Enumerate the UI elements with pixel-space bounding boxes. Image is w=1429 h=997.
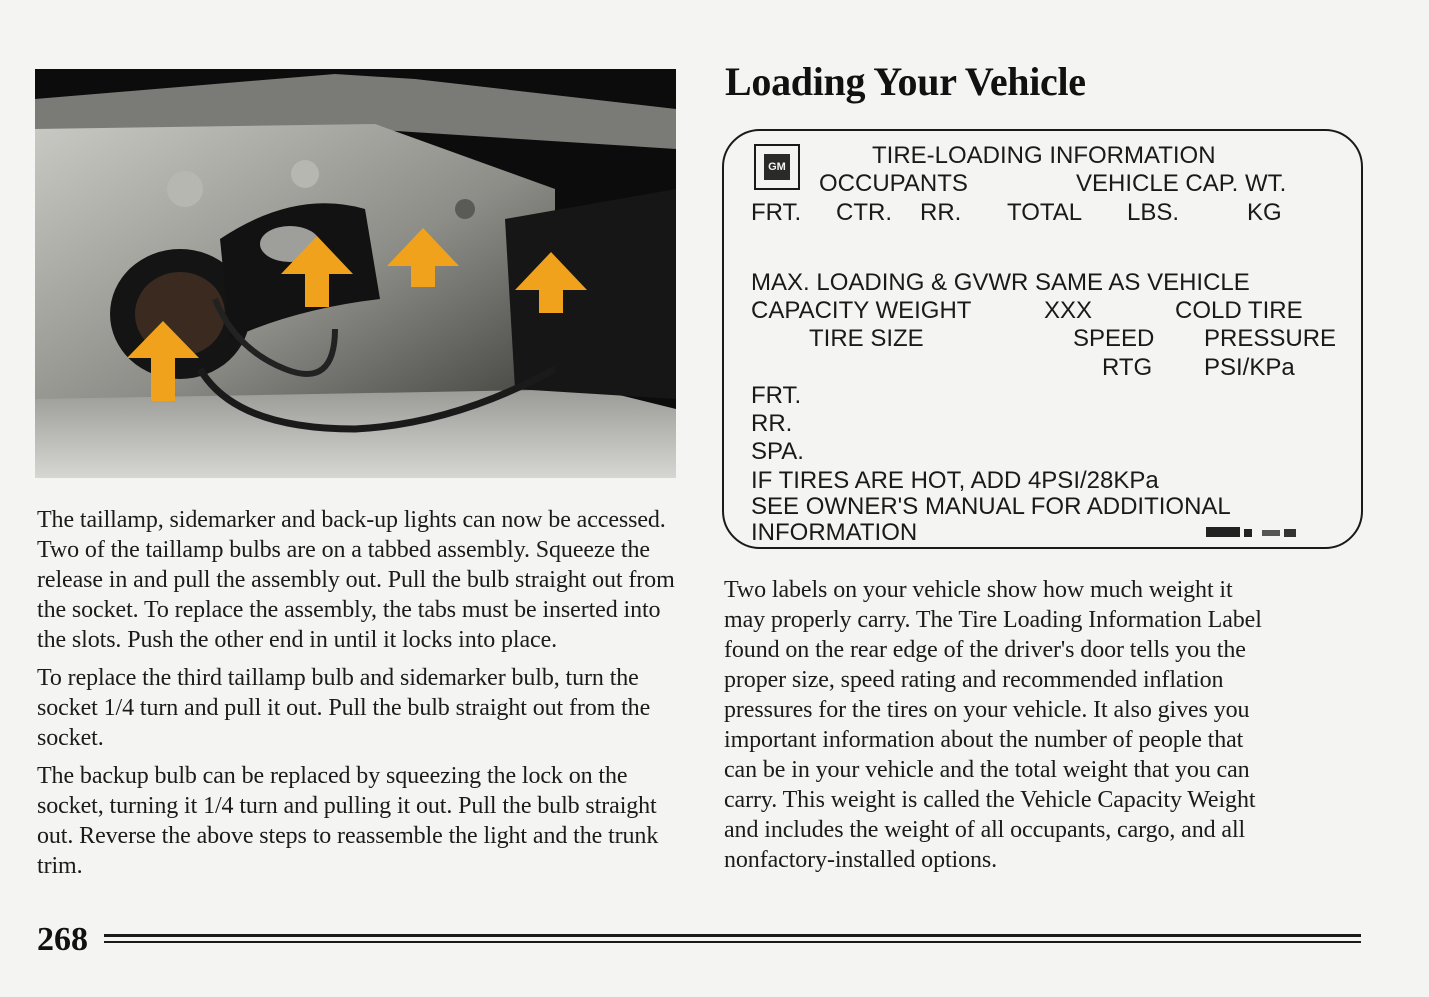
body-line: proper size, speed rating and recommended inflation: [724, 667, 1224, 693]
right-column-text: [724, 575, 1369, 875]
label-xxx: XXX: [1044, 297, 1093, 324]
label-tire-size: TIRE SIZE: [809, 325, 924, 352]
label-row-rr: RR.: [751, 410, 793, 437]
body-line: found on the rear edge of the driver's door tells you the: [724, 637, 1246, 663]
label-rr: RR.: [920, 199, 962, 226]
body-paragraph: The taillamp, sidemarker and back-up lights can now be accessed. Two of the taillamp bulbs are on a tabbed assembly. Squeeze the release in and pull the assembly out. Pull the bulb straight out from the socket. To replace the assembly, the tabs must be inserted into the slots. Push the other end in until it locks into place.: [37, 507, 675, 653]
label-pressure: PRESSURE: [1204, 325, 1337, 352]
footer-rule: [104, 941, 1361, 943]
label-kg: KG: [1247, 199, 1282, 226]
page-number: 268: [37, 921, 88, 958]
label-ctr: CTR.: [836, 199, 892, 226]
label-hot-note: IF TIRES ARE HOT, ADD 4PSI/28KPa: [751, 467, 1159, 494]
footer-rule: [104, 934, 1361, 937]
body-line: carry. This weight is called the Vehicle Capacity Weight: [724, 787, 1256, 813]
left-column-text: [37, 505, 677, 889]
label-lbs: LBS.: [1127, 199, 1180, 226]
label-row-spa: SPA.: [751, 438, 804, 465]
body-line: important information about the number of people that: [724, 727, 1244, 753]
label-part-code: [1206, 525, 1316, 539]
body-line: nonfactory-installed options.: [724, 847, 998, 873]
body-line: may properly carry. The Tire Loading Information Label: [724, 607, 1262, 633]
tire-loading-label: [722, 129, 1363, 549]
label-total: TOTAL: [1007, 199, 1083, 226]
page-heading: Loading Your Vehicle: [725, 59, 1086, 104]
label-title: TIRE-LOADING INFORMATION: [872, 142, 1216, 169]
body-line: pressures for the tires on your vehicle. It also gives you: [724, 697, 1250, 723]
body-line: can be in your vehicle and the total weight that you can: [724, 757, 1250, 783]
gm-logo: [754, 144, 800, 190]
label-see-manual: SEE OWNER'S MANUAL FOR ADDITIONAL: [751, 493, 1231, 520]
taillamp-photo: [35, 69, 676, 478]
label-row-frt: FRT.: [751, 382, 802, 409]
gm-logo-text: GM: [764, 154, 790, 180]
label-cold-tire: COLD TIRE: [1175, 297, 1303, 324]
label-vehicle-cap-wt: VEHICLE CAP. WT.: [1076, 170, 1287, 197]
label-frt: FRT.: [751, 199, 802, 226]
body-paragraph: The backup bulb can be replaced by squeezing the lock on the socket, turning it 1/4 turn and pulling it out. Pull the bulb straight out. Reverse the above steps to reassemble the light and the trunk trim.: [37, 763, 659, 879]
label-rtg: RTG: [1102, 354, 1153, 381]
label-capacity-weight: CAPACITY WEIGHT: [751, 297, 972, 324]
label-information: INFORMATION: [751, 519, 918, 546]
body-line: and includes the weight of all occupants, cargo, and all: [724, 817, 1246, 843]
label-speed: SPEED: [1073, 325, 1155, 352]
label-psi-kpa: PSI/KPa: [1204, 354, 1295, 381]
label-max-loading: MAX. LOADING & GVWR SAME AS VEHICLE: [751, 269, 1250, 296]
label-occupants: OCCUPANTS: [819, 170, 968, 197]
body-paragraph: To replace the third taillamp bulb and sidemarker bulb, turn the socket 1/4 turn and pull it out. Pull the bulb straight out from the socket.: [37, 665, 651, 751]
taillamp-photo-graphic: [35, 69, 676, 478]
body-line: Two labels on your vehicle show how much weight it: [724, 577, 1233, 603]
